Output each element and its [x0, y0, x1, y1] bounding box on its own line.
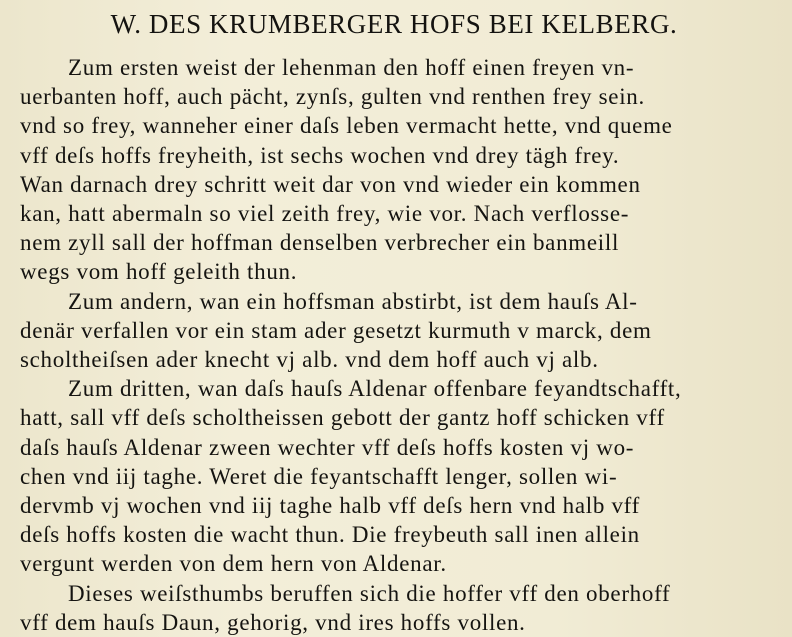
paragraph-1 — [20, 53, 752, 287]
text-line: chen vnd iij taghe. Weret die feyantschafft lenger, sollen wi- — [20, 463, 618, 489]
paragraph-4 — [20, 579, 752, 637]
paragraph-2 — [20, 287, 752, 375]
text-line: Wan darnach drey schritt weit dar von vnd wieder ein kommen — [20, 171, 641, 197]
text-line: daſs hauſs Aldenar zween wechter vff deſs hoffs kosten vj wo- — [20, 434, 635, 460]
text-line: denär verfallen vor ein stam ader gesetzt kurmuth v marck, dem — [20, 317, 652, 343]
text-line: vff deſs hoffs freyheith, ist sechs wochen vnd drey tägh frey. — [20, 142, 620, 168]
text-line: nem zyll sall der hoffman denselben verbrecher ein banmeill — [20, 230, 620, 256]
document-body — [20, 53, 752, 637]
text-line: wegs vom hoff geleith thun. — [20, 259, 298, 285]
text-line: Zum andern, wan ein hoffsman abstirbt, ist dem hauſs Al- — [68, 288, 638, 314]
text-line: vnd so frey, wanneher einer daſs leben vermacht hette, vnd queme — [20, 113, 673, 139]
text-line: dervmb vj wochen vnd iij taghe halb vff deſs hern vnd halb vff — [20, 493, 640, 519]
text-line: scholtheiſsen ader knecht vj alb. vnd dem hoff auch vj alb. — [20, 347, 599, 373]
text-line: hatt, sall vff deſs scholtheissen gebott der gantz hoff schicken vff — [20, 405, 665, 431]
text-line: vff dem hauſs Daun, gehorig, vnd ires hoffs vollen. — [20, 609, 526, 635]
document-title: W. DES KRUMBERGER HOFS BEI KELBERG. — [110, 9, 678, 39]
paragraph-3 — [20, 374, 752, 578]
text-line: vergunt werden von dem hern von Aldenar. — [20, 551, 447, 577]
text-line: Zum dritten, wan daſs hauſs Aldenar offenbare feyandtschafft, — [68, 376, 682, 402]
text-line: deſs hoffs kosten die wacht thun. Die freybeuth sall inen allein — [20, 522, 640, 548]
text-line: kan, hatt abermaln so viel zeith frey, wie vor. Nach verflosse- — [20, 201, 630, 227]
text-line: Dieses weiſsthumbs beruffen sich die hoffer vff den oberhoff — [68, 580, 671, 606]
text-line: uerbanten hoff, auch pächt, zynſs, gulten vnd renthen frey sein. — [20, 84, 645, 110]
text-line: Zum ersten weist der lehenman den hoff einen freyen vn- — [68, 55, 635, 80]
